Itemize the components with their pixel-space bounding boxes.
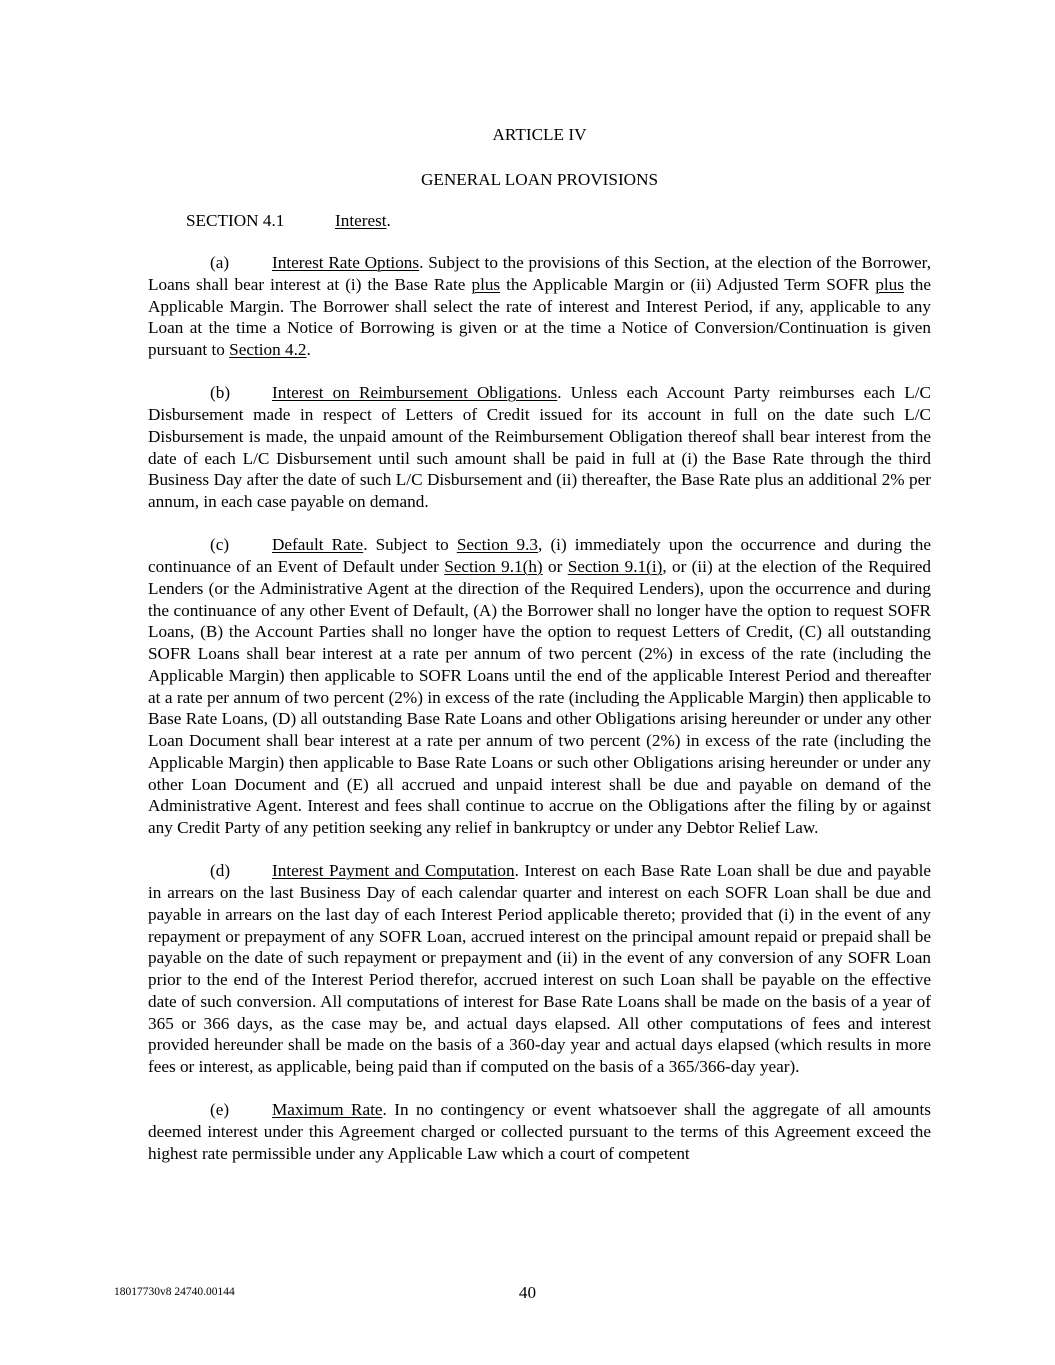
paragraph-heading: Maximum Rate [272, 1100, 383, 1120]
paragraph-text: the Applicable Margin. The Borrower shall select the rate of interest and Interest Period, if any, applicable to any Loan at the time a Notice of Borrowing is given or at the time a Notice of Conversion/Continuation is given pursuant to [148, 274, 932, 359]
page-number: 40 [518, 1283, 537, 1302]
section-reference: Section 4.2 [229, 340, 307, 359]
paragraph-text: . Unless each Account Party reimburses each L/C Disbursement made in respect of Letters of Credit issued for its account in full on the date such L/C Disbursement is made, the unpaid amount of the Reimbursement Obligation thereof shall bear interest from the date of each L/C Disbursement until such amount shall be paid in full at (i) the Base Rate through the third Business Day after the date of such L/C Disbursement and (ii) thereafter, the Base Rate plus an additional 2% per annum, in each case payable on demand. [148, 383, 931, 511]
paragraph-text: the Applicable Margin or (ii) Adjusted Term SOFR [500, 274, 876, 294]
section-reference: Section 9.3 [456, 535, 539, 555]
paragraph-e [148, 1099, 931, 1164]
paragraph-text: . Subject to [363, 535, 457, 555]
paragraph-heading: Interest on Reimbursement Obligations [272, 383, 558, 403]
paragraph-heading: Default Rate [272, 535, 364, 555]
paragraph-a [148, 252, 931, 361]
section-number: SECTION 4.1 [186, 211, 285, 230]
paragraph-label: (a) [210, 253, 230, 272]
paragraph-text: . Subject to the provisions of this Section, at the election of the Borrower, Loans shall bear interest at (i) the Base Rate [148, 253, 932, 294]
section-heading [148, 210, 931, 231]
paragraph-d [148, 860, 931, 1078]
paragraph-c [148, 534, 931, 839]
article-title: GENERAL LOAN PROVISIONS [420, 170, 659, 189]
emphasis-plus: plus [875, 274, 904, 294]
paragraph-text: , (i) immediately upon the occurrence and during the continuance of an Event of Default under [148, 535, 931, 576]
paragraph-text: , or (ii) at the election of the Required Lenders (or the Administrative Agent at the direction of the Required Lenders), upon the occurrence and during the continuance of any other Event of Default, (A) the Borrower shall no longer have the option to request SOFR Loans, (B) the Account Parties shall no longer have the option to request Letters of Credit, (C) all outstanding SOFR Loans shall bear interest at a rate per annum of two percent (2%) in excess of the rate (including the Applicable Margin) then applicable to SOFR Loans until the end of the applicable Interest Period and thereafter at a rate per annum of two percent (2%) in excess of the rate (including the Applicable Margin) then applicable to Base Rate Loans, (D) all outstanding Base Rate Loans and other Obligations arising hereunder or under any other Loan Document shall bear interest at a rate per annum of two percent (2%) in excess of the rate (including the Applicable Margin) then applicable to Base Rate Loans or such other Obligations arising hereunder or under any other Loan Document and (E) all accrued and unpaid interest shall be due and payable on demand of the Administrative Agent. Interest and fees shall continue to accrue on the Obligations after the filing by or against any Credit Party of any petition seeking any relief in bankruptcy or under any Debtor Relief Law. [148, 557, 931, 837]
document-page [148, 124, 931, 1186]
paragraph-label: (c) [210, 535, 230, 555]
emphasis-plus: plus [471, 274, 501, 294]
section-reference: Section 9.1(i) [567, 557, 663, 576]
section-reference: Section 9.1(h) [444, 557, 543, 576]
paragraph-text: . [306, 340, 311, 359]
paragraph-b [148, 382, 931, 513]
section-title: Interest [335, 211, 387, 230]
paragraph-label: (d) [210, 861, 231, 881]
paragraph-text: . Interest on each Base Rate Loan shall be due and payable in arrears on the last Business Day of each calendar quarter and interest on each SOFR Loan shall be due and payable in arrears on the last day of each Interest Period applicable thereto; provided that (i) in the event of any repayment or prepayment of any SOFR Loan, accrued interest on the principal amount repaid or prepaid shall be payable on the date of such repayment or prepayment and (ii) in the event of any conversion of any SOFR Loan prior to the end of the Interest Period therefor, accrued interest on such Loan shall be payable on the effective date of such conversion. All computations of interest for Base Rate Loans shall be made on the basis of a year of 365 or 366 days, as the case may be, and actual days elapsed. All other computations of fees and interest provided hereunder shall be made on the basis of a 360-day year and actual days elapsed (which results in more fees or interest, as applicable, being paid than if computed on the basis of a 365/366-day year). [148, 861, 932, 1076]
article-heading: ARTICLE IV [492, 125, 587, 144]
paragraph-label: (b) [210, 383, 231, 403]
section-title-period: . [386, 211, 391, 230]
paragraph-heading: Interest Payment and Computation [272, 861, 515, 881]
paragraph-heading: Interest Rate Options [272, 253, 420, 272]
paragraph-text: or [542, 557, 568, 576]
paragraph-text: . In no contingency or event whatsoever shall the aggregate of all amounts deemed interest under this Agreement charged or collected pursuant to the terms of this Agreement exceed the highest rate permissible under any Applicable Law which a court of competent [148, 1100, 931, 1163]
paragraph-label: (e) [210, 1100, 230, 1120]
footer-document-id: 18017730v8 24740.00144 [114, 1286, 235, 1298]
